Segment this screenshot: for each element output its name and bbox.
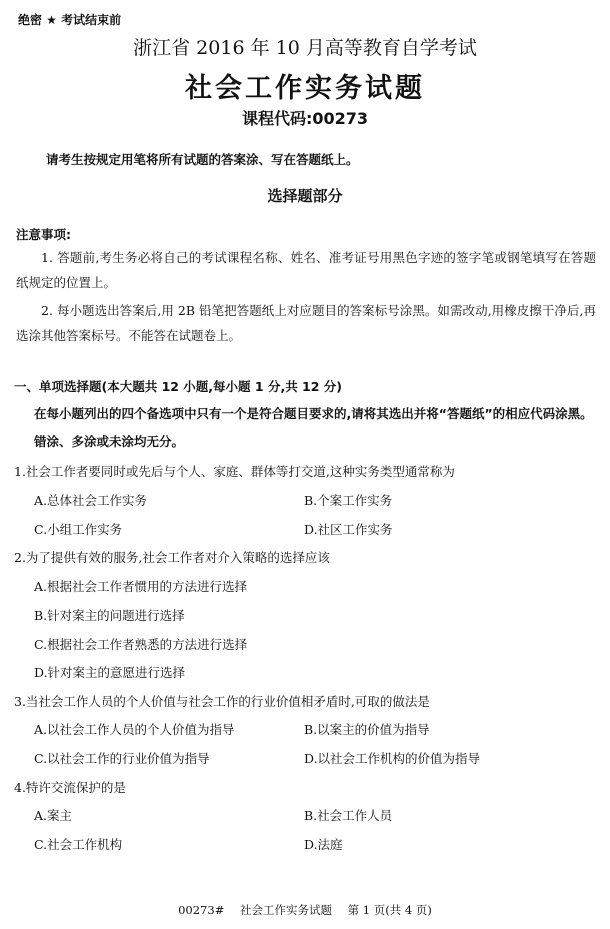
part-instruction: 在每小题列出的四个备选项中只有一个是符合题目要求的,请将其选出并将“答题纸”的相应代码涂黑。错涂、多涂或未涂均无分。	[34, 406, 593, 449]
page-footer	[0, 902, 610, 918]
question-option: A.根据社会工作者惯用的方法进行选择	[34, 579, 248, 594]
question-stem: 4.特许交流保护的是	[14, 780, 126, 795]
question-option: B.个案工作实务	[304, 493, 393, 508]
question-stem: 3.当社会工作人员的个人价值与社会工作的行业价值相矛盾时,可取的做法是	[14, 694, 430, 709]
question-option: B.以案主的价值为指导	[304, 722, 430, 737]
footer-code: 00273#	[178, 903, 225, 917]
question-option: A.总体社会工作实务	[34, 493, 148, 508]
question-option: C.小组工作实务	[34, 522, 123, 537]
question-option: D.社区工作实务	[304, 522, 393, 537]
question-option: C.以社会工作的行业价值为指导	[34, 751, 210, 766]
note-item: 1. 答题前,考生务必将自己的考试课程名称、姓名、准考证号用黑色字迹的签字笔或钢笔填写在答题纸规定的位置上。	[16, 250, 596, 290]
question-option: D.针对案主的意愿进行选择	[34, 665, 186, 680]
question-option: A.案主	[34, 808, 73, 823]
question-option: C.根据社会工作者熟悉的方法进行选择	[34, 637, 248, 652]
question-option: A.以社会工作人员的个人价值为指导	[34, 722, 235, 737]
course-code: 课程代码:00273	[241, 109, 369, 128]
exam-name: 浙江省 2016 年 10 月高等教育自学考试	[133, 37, 477, 59]
part-title: 一、单项选择题(本大题共 12 小题,每小题 1 分,共 12 分)	[14, 379, 343, 394]
footer-title: 社会工作实务试题	[240, 903, 332, 917]
question-stem: 1.社会工作者要同时或先后与个人、家庭、群体等打交道,这种实务类型通常称为	[14, 464, 455, 479]
question-option: B.社会工作人员	[304, 808, 393, 823]
question-option: B.针对案主的问题进行选择	[34, 608, 185, 623]
general-instruction: 请考生按规定用笔将所有试题的答案涂、写在答题纸上。	[46, 152, 359, 167]
paper-title: 社会工作实务试题	[185, 73, 425, 104]
question-option: D.以社会工作机构的价值为指导	[304, 751, 481, 766]
section-heading: 选择题部分	[267, 187, 343, 205]
question-stem: 2.为了提供有效的服务,社会工作者对介入策略的选择应该	[14, 550, 330, 565]
question-option: C.社会工作机构	[34, 837, 123, 852]
footer-page-number: 第 1 页(共 4 页)	[347, 903, 432, 917]
question-option: D.法庭	[304, 837, 343, 852]
note-item: 2. 每小题选出答案后,用 2B 铅笔把答题纸上对应题目的答案标号涂黑。如需改动,用橡皮擦干净后,再选涂其他答案标号。不能答在试题卷上。	[16, 303, 596, 343]
confidential-mark: 绝密 ★ 考试结束前	[18, 13, 122, 27]
notes-heading: 注意事项:	[16, 227, 71, 242]
